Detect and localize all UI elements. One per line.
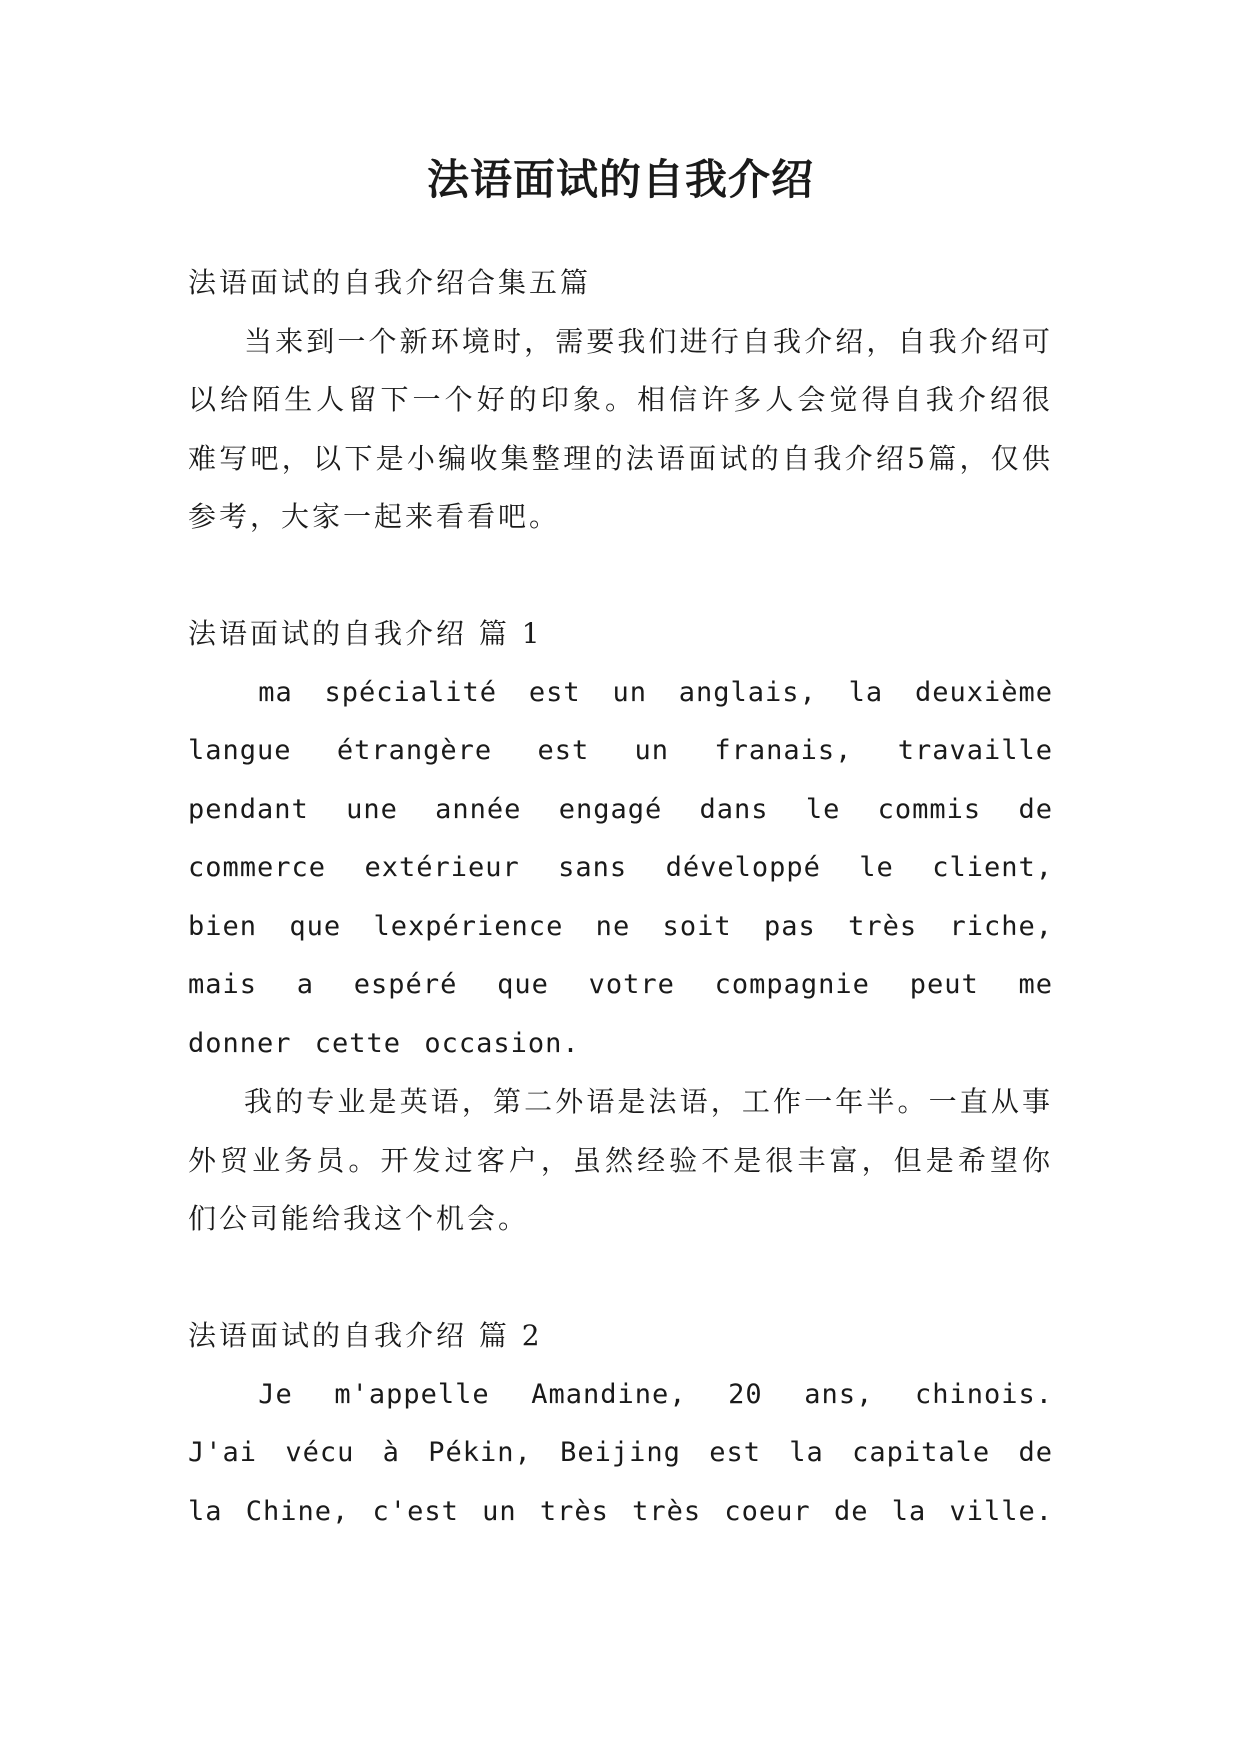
document-body xyxy=(188,254,1053,1541)
intro-heading: 法语面试的自我介绍合集五篇 xyxy=(188,266,592,299)
section-spacer xyxy=(188,547,1053,606)
section-heading-2: 法语面试的自我介绍 篇 2 xyxy=(188,1319,543,1352)
section-1-paragraph-chinese: 我的专业是英语，第二外语是法语，工作一年半。一直从事外贸业务员。开发过客户，虽然经验不是很丰富，但是希望你们公司能给我这个机会。 xyxy=(188,1085,1053,1235)
section-1-paragraph-french: ma spécialité est un anglais, la deuxième langue étrangère est un franais, travaille pendant une année engagé dans le commis de commerce extérieur sans développé le client, bien que lexpérience ne soit pas très riche, mais a espéré que votre compagnie peut me donner cette occasion. xyxy=(188,676,1053,1059)
section-spacer xyxy=(188,1249,1053,1308)
section-heading-1: 法语面试的自我介绍 篇 1 xyxy=(188,617,543,650)
intro-paragraph: 当来到一个新环境时，需要我们进行自我介绍，自我介绍可以给陌生人留下一个好的印象。相信许多人会觉得自我介绍很难写吧，以下是小编收集整理的法语面试的自我介绍5篇，仅供参考，大家一起来看看吧。 xyxy=(188,324,1053,533)
page-title: 法语面试的自我介绍 xyxy=(426,155,814,204)
section-2-paragraph-french: Je m'appelle Amandine, 20 ans, chinois. J'ai vécu à Pékin, Beijing est la capitale de la Chine, c'est un très très coeur de la ville. xyxy=(188,1378,1054,1527)
